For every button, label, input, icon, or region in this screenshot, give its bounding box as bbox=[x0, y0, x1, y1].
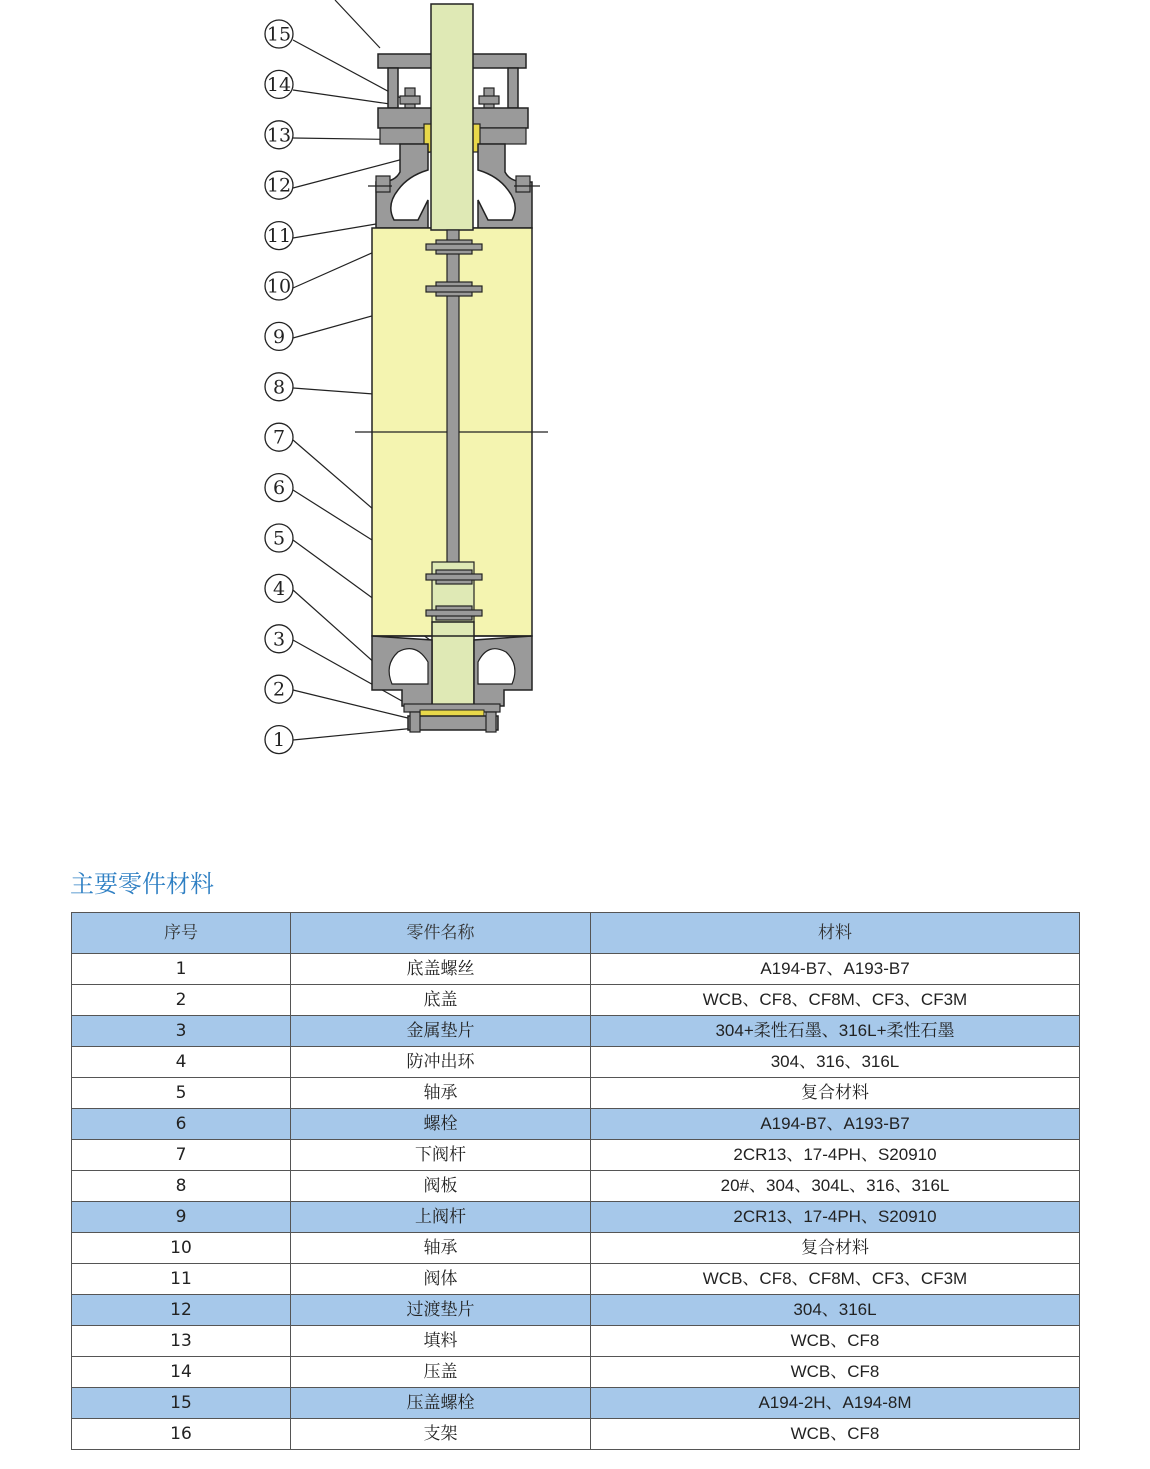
callout-number-10: 10 bbox=[266, 275, 292, 298]
callout-number-2: 2 bbox=[272, 678, 286, 701]
table-row bbox=[72, 1388, 1080, 1419]
cell-number: 4 bbox=[72, 1047, 291, 1078]
cell-material: WCB、CF8 bbox=[591, 1326, 1080, 1357]
table-row bbox=[72, 1078, 1080, 1109]
cell-number: 2 bbox=[72, 985, 291, 1016]
table-row bbox=[72, 1326, 1080, 1357]
table-row bbox=[72, 954, 1080, 985]
cell-part-name: 过渡垫片 bbox=[291, 1295, 591, 1326]
table-row bbox=[72, 1264, 1080, 1295]
cell-number: 10 bbox=[72, 1233, 291, 1264]
table-row bbox=[72, 1171, 1080, 1202]
table-row bbox=[72, 1140, 1080, 1171]
cell-part-name: 阀板 bbox=[291, 1171, 591, 1202]
cell-number: 9 bbox=[72, 1202, 291, 1233]
table-row bbox=[72, 1109, 1080, 1140]
table-row bbox=[72, 1016, 1080, 1047]
cell-material: 304+柔性石墨、316L+柔性石墨 bbox=[591, 1016, 1080, 1047]
cell-material: WCB、CF8 bbox=[591, 1357, 1080, 1388]
section-title: 主要零件材料 bbox=[70, 870, 214, 898]
cell-number: 5 bbox=[72, 1078, 291, 1109]
cell-material: 2CR13、17-4PH、S20910 bbox=[591, 1140, 1080, 1171]
cell-number: 12 bbox=[72, 1295, 291, 1326]
cell-material: A194-B7、A193-B7 bbox=[591, 1109, 1080, 1140]
cell-material: WCB、CF8 bbox=[591, 1419, 1080, 1450]
cell-part-name: 填料 bbox=[291, 1326, 591, 1357]
cell-material: 304、316L bbox=[591, 1295, 1080, 1326]
cell-material: 304、316、316L bbox=[591, 1047, 1080, 1078]
callout-number-12: 12 bbox=[266, 174, 292, 197]
table-header-row bbox=[72, 913, 1080, 954]
callout-number-6: 6 bbox=[272, 477, 286, 500]
callout-number-4: 4 bbox=[272, 577, 286, 600]
cell-material: A194-2H、A194-8M bbox=[591, 1388, 1080, 1419]
table-row bbox=[72, 1047, 1080, 1078]
cell-number: 1 bbox=[72, 954, 291, 985]
cell-number: 7 bbox=[72, 1140, 291, 1171]
cell-material: 复合材料 bbox=[591, 1078, 1080, 1109]
cell-number: 8 bbox=[72, 1171, 291, 1202]
callout-number-8: 8 bbox=[272, 376, 286, 399]
callout-number-11: 11 bbox=[266, 225, 292, 248]
cell-part-name: 上阀杆 bbox=[291, 1202, 591, 1233]
cell-number: 15 bbox=[72, 1388, 291, 1419]
leader-line-1 bbox=[293, 728, 416, 740]
upper-stem bbox=[431, 4, 473, 230]
cell-number: 11 bbox=[72, 1264, 291, 1295]
table-row bbox=[72, 985, 1080, 1016]
cell-part-name: 压盖 bbox=[291, 1357, 591, 1388]
cell-number: 13 bbox=[72, 1326, 291, 1357]
callout-number-9: 9 bbox=[272, 325, 286, 348]
table-row bbox=[72, 1357, 1080, 1388]
leader-line-14 bbox=[293, 90, 390, 104]
cell-material: WCB、CF8、CF8M、CF3、CF3M bbox=[591, 1264, 1080, 1295]
table-row bbox=[72, 1295, 1080, 1326]
lower-bolt-set bbox=[426, 562, 482, 622]
header-number: 序号 bbox=[72, 913, 291, 954]
header-part-name: 零件名称 bbox=[291, 913, 591, 954]
cell-material: WCB、CF8、CF8M、CF3、CF3M bbox=[591, 985, 1080, 1016]
cell-number: 6 bbox=[72, 1109, 291, 1140]
cell-number: 16 bbox=[72, 1419, 291, 1450]
cell-part-name: 金属垫片 bbox=[291, 1016, 591, 1047]
cell-part-name: 支架 bbox=[291, 1419, 591, 1450]
leader-line-16 bbox=[335, 0, 380, 48]
cell-part-name: 轴承 bbox=[291, 1078, 591, 1109]
cell-part-name: 轴承 bbox=[291, 1233, 591, 1264]
bottom-cover bbox=[408, 716, 498, 730]
cell-material: 20#、304、304L、316、316L bbox=[591, 1171, 1080, 1202]
cell-material: 复合材料 bbox=[591, 1233, 1080, 1264]
cell-material: A194-B7、A193-B7 bbox=[591, 954, 1080, 985]
callout-number-7: 7 bbox=[272, 426, 286, 449]
cell-part-name: 底盖 bbox=[291, 985, 591, 1016]
parts-materials-table bbox=[71, 912, 1080, 1450]
callout-number-15: 15 bbox=[266, 23, 292, 46]
callout-number-1: 1 bbox=[272, 729, 286, 752]
leader-line-2 bbox=[293, 690, 416, 720]
header-material: 材料 bbox=[591, 913, 1080, 954]
cell-part-name: 防冲出环 bbox=[291, 1047, 591, 1078]
callout-number-13: 13 bbox=[266, 124, 292, 147]
callout-number-5: 5 bbox=[272, 527, 286, 550]
metal-gasket bbox=[420, 710, 484, 716]
cell-material: 2CR13、17-4PH、S20910 bbox=[591, 1202, 1080, 1233]
callout-number-14: 14 bbox=[266, 73, 292, 96]
cell-part-name: 压盖螺栓 bbox=[291, 1388, 591, 1419]
cell-number: 3 bbox=[72, 1016, 291, 1047]
cell-part-name: 阀体 bbox=[291, 1264, 591, 1295]
cell-number: 14 bbox=[72, 1357, 291, 1388]
cell-part-name: 底盖螺丝 bbox=[291, 954, 591, 985]
cell-part-name: 下阀杆 bbox=[291, 1140, 591, 1171]
table-row bbox=[72, 1233, 1080, 1264]
table-row bbox=[72, 1202, 1080, 1233]
cell-part-name: 螺栓 bbox=[291, 1109, 591, 1140]
callout-number-3: 3 bbox=[272, 628, 286, 651]
table-row bbox=[72, 1419, 1080, 1450]
callout-numbers bbox=[265, 20, 293, 754]
